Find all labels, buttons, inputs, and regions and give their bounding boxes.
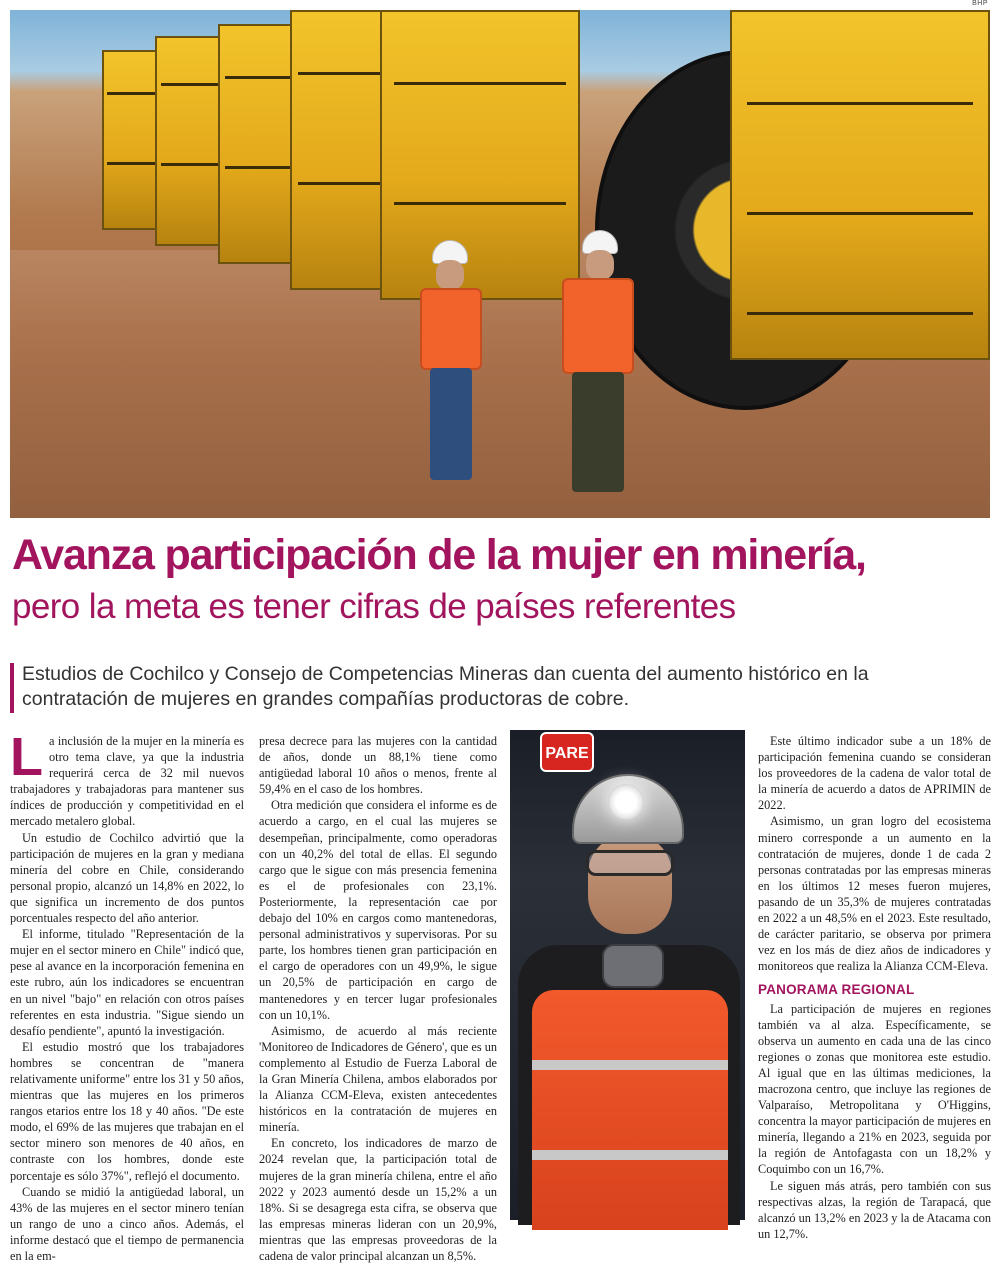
- paragraph: Otra medición que considera el informe es de acuerdo a cargo, en el cual las mujeres se desempeñan, principalmente, como operadoras con un 40,2% del total de ellas. El segundo cargo que le sigue con más presencia femenina es el de profesionales con 23,1%. Posteriormente, la representación cae por debajo del 10% en cargos como mantenedoras, personal administrativos y supervisoras. Por su parte, los hombres tienen gran participación en el cargo de operadores con un 49,9%, le sigue un 20,5% de participación en cargo de mantenedores y en tercer lugar profesionales con un 10,1%.: [259, 798, 497, 1022]
- photo-credit: BHP: [972, 0, 988, 7]
- headlamp: [608, 784, 644, 820]
- haul-truck: [155, 36, 225, 246]
- paragraph: Cuando se midió la antigüedad laboral, un 43% de las mujeres en el sector minero tenían un rango de uno a cinco años. Además, el informe destacó que el tiempo de permanencia en la em-: [10, 1184, 244, 1263]
- reflective-strip: [532, 1060, 728, 1070]
- paragraph: presa decrece para las mujeres con la cantidad de años, donde un 88,1% tiene como antigüedad laboral 10 años o menos, frente al 59,4% en el caso de los hombres.: [259, 734, 497, 797]
- hero-photo-mining-trucks: [10, 10, 990, 518]
- paragraph: Asimismo, de acuerdo al más reciente 'Monitoreo de Indicadores de Género', que es un complemento al Estudio de Fuerza Laboral de la Gran Minería Chilena, ambos elaborados por la Alianza CCM-Eleva, existen antecedentes históricos en la contratación de mujeres en minería.: [259, 1023, 497, 1135]
- paragraph: Asimismo, un gran logro del ecosistema minero corresponde a un aumento en la contratación de mujeres, donde 1 de cada 2 personas contratadas por las empresas mineras en los últimos 12 meses fueron mujeres, pasando de un 35,3% de mujeres contratadas en 2022 a un 48,5% en el 2023. Este resultado, de carácter paritario, se observa por primera vez en los más de diez años de indicadores y monitoreos que realiza la Alianza CCM-Eleva.: [758, 814, 991, 974]
- haul-truck: [218, 24, 298, 264]
- safety-vest: [532, 990, 728, 1230]
- paragraph: El informe, titulado "Representación de la mujer en el sector minero en Chile" indicó que, pese al avance en la incorporación femenina en este rubro, aún los indicadores se encuentran en un nivel "bajo" en relación con otros países referentes en esta industria. "Sigue siendo un desafío pendiente", apuntó la investigación.: [10, 927, 244, 1038]
- drop-cap: L: [10, 727, 43, 787]
- respirator: [602, 944, 664, 988]
- stop-sign: PARE: [540, 732, 594, 772]
- paragraph: Este último indicador sube a un 18% de participación femenina cuando se consideran los proveedores de la cadena de valor total de la minería de acuerdo a datos de APRIMIN de 2022.: [758, 734, 991, 813]
- face: [588, 834, 672, 934]
- article-column-1: [10, 727, 244, 1264]
- haul-truck-foreground: [730, 10, 990, 360]
- headline: Avanza participación de la mujer en minería,: [12, 531, 866, 579]
- reflective-strip: [532, 1150, 728, 1160]
- woman-worker: [406, 240, 496, 510]
- section-heading: PANORAMA REGIONAL: [758, 982, 915, 998]
- paragraph: El estudio mostró que los trabajadores hombres se concentran de "manera relativamente uniforme" entre los 31 y 50 años, mientras que las mujeres en los primeros rangos etarios entre los 18 y 40 años. "De este modo, el 69% de las mujeres que trabajan en el sector minero son menores de 40 años, en contraste con los hombres, donde este porcentaje es sólo 37%", reflejó el documento.: [10, 1039, 244, 1183]
- paragraph: En concreto, los indicadores de marzo de 2024 revelan que, la participación total de mujeres de la gran minería chilena, entre el año 2022 y 2023 aumentó desde un 15,2% a un 18%. Si se desagrega esta cifra, se observa que las empresas mineras lideran con un 20,9%, mientras que las empresas proveedoras de la cadena de valor principal alcanzan un 8,5%.: [259, 1136, 497, 1263]
- deck-summary: Estudios de Cochilco y Consejo de Competencias Mineras dan cuenta del aumento histórico en la contratación de mujeres en grandes compañías productoras de cobre.: [22, 663, 869, 710]
- safety-goggles: [586, 850, 674, 876]
- article-column-2: [259, 733, 497, 1264]
- man-worker: [538, 230, 658, 510]
- paragraph: Le siguen más atrás, pero también con sus respectivas alzas, la región de Tarapacá, que alcanzó un 13,2% en 2023 y la de Atacama con un 12,7%.: [758, 1178, 991, 1241]
- portrait-photo-miner: [510, 730, 745, 1220]
- subheadline: pero la meta es tener cifras de países referentes: [12, 587, 736, 626]
- paragraph: Un estudio de Cochilco advirtió que la participación de mujeres en la gran y mediana minería del cobre en Chile, considerando personal propio, alcanzó un 14,8% en 2022, lo que significa un incremento de dos puntos porcentuales respecto del año anterior.: [10, 830, 244, 926]
- haul-truck: [102, 50, 162, 230]
- article-column-4: [758, 733, 991, 1242]
- paragraph: La participación de mujeres en regiones también va al alza. Específicamente, se observa un aumento en cada una de las cinco regiones o zonas que monitorea este estudio. Al igual que en las últimas mediciones, la macrozona centro, que incluye las regiones de Valparaíso, Metropolitana y O'Higgins, concentra la mayor participación de mujeres en minería, llegando a 21% en 2023, seguida por la región de Antofagasta con un 18,2% y Coquimbo con un 16,7%.: [758, 1001, 991, 1177]
- deck-accent-bar: [10, 663, 14, 713]
- haul-truck: [290, 10, 390, 290]
- paragraph: La inclusión de la mujer en la minería es otro tema clave, ya que la industria requerirá cerca de 32 mil nuevos trabajadores y trabajadoras para mantener sus índices de producción y competitividad en el mercado metalero global.: [10, 727, 244, 829]
